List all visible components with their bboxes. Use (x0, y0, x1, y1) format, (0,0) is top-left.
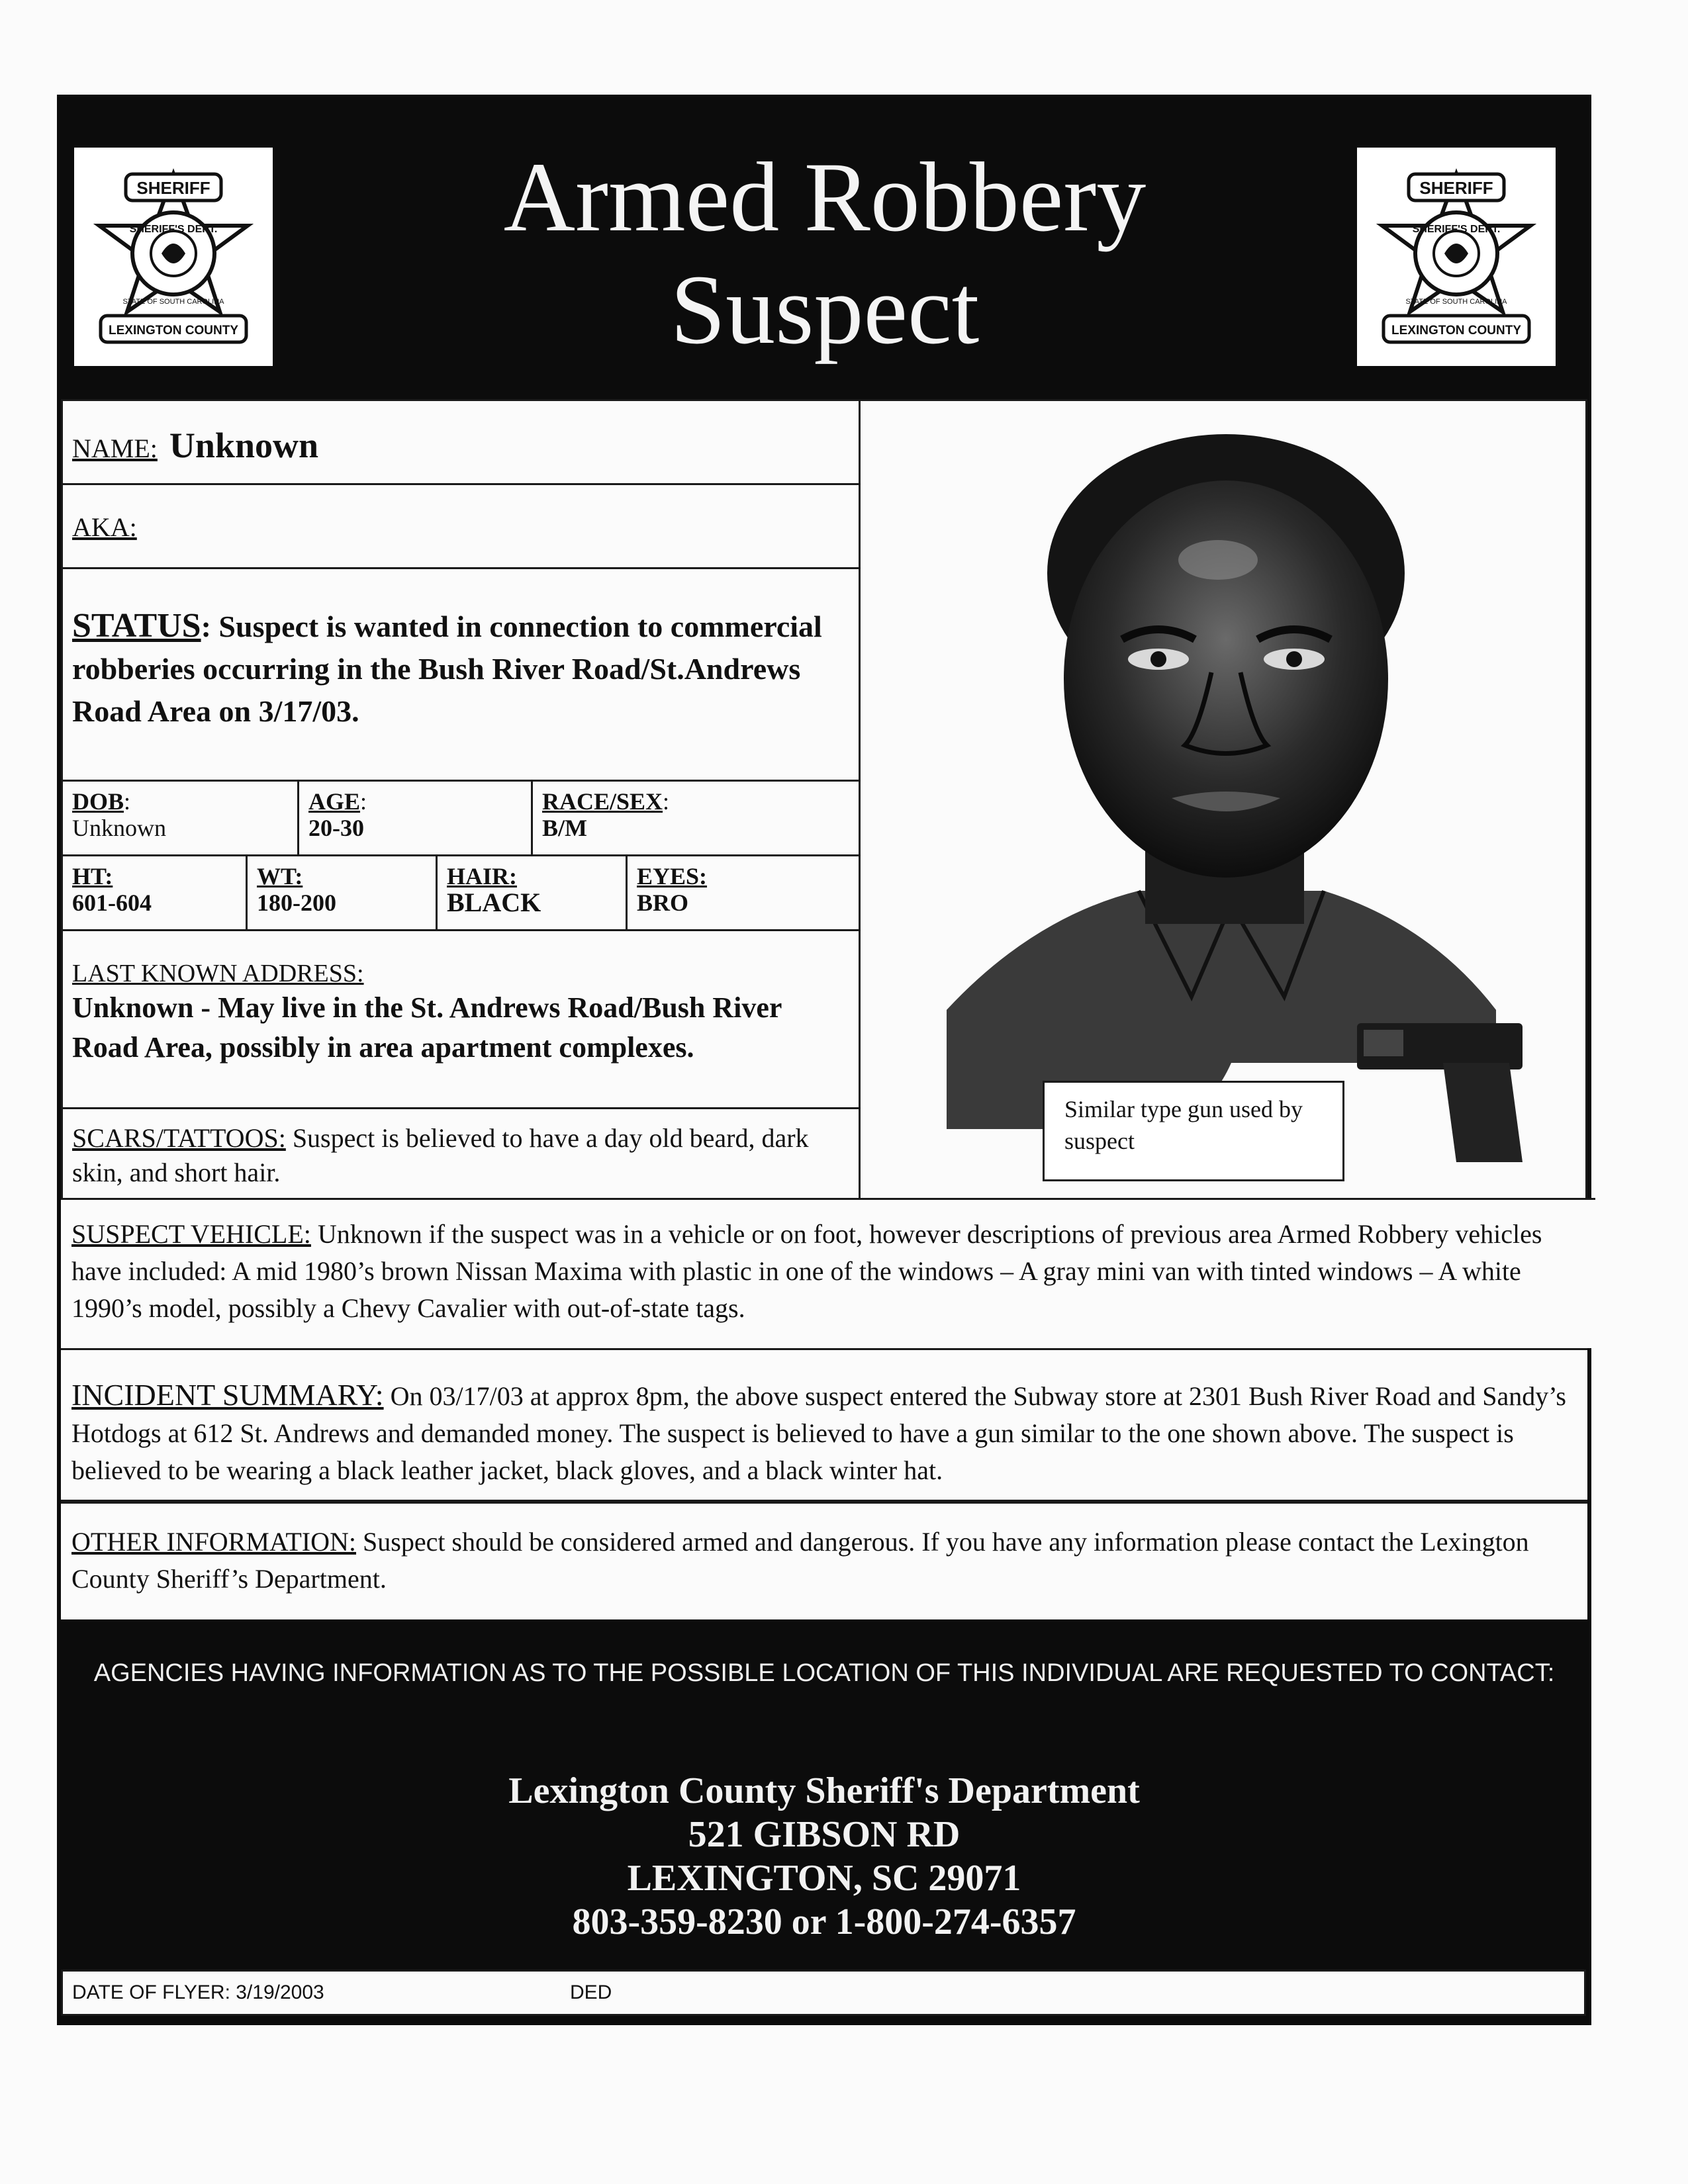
address-row (61, 929, 861, 1109)
incident-text: On 03/17/03 at approx 8pm, the above suspect entered the Subway store at 2301 Bush River Road and Sandy’s Hotdogs at 612 St. Andrews and demanded money. The suspect is believed to have a gun similar to the one shown above. The suspect is believed to be wearing a black leather jacket, black gloves, and a black winter hat. (71, 1381, 1566, 1485)
status-text: : Suspect is wanted in connection to commercial robberies occurring in the Bush River Road/St.Andrews Road Area on 3/17/03. (72, 610, 822, 728)
sheriff-star-icon (74, 148, 273, 366)
status-label: STATUS (72, 607, 201, 645)
dob-colon: : (124, 788, 131, 815)
dob-value: Unknown (72, 815, 166, 841)
contact-block (57, 1769, 1591, 1944)
info-panel (61, 399, 1587, 1323)
race-sex-cell (531, 780, 861, 856)
title-line-2: Suspect (670, 255, 980, 365)
aka-label: AKA: (72, 512, 137, 542)
eyes-cell (626, 854, 861, 931)
aka-row (61, 483, 861, 569)
weight-cell (246, 854, 438, 931)
badge-state-text: STATE OF SOUTH CAROLINA (122, 298, 224, 306)
gun-caption: Similar type gun used by suspect (1043, 1081, 1344, 1181)
scars-value: Suspect is believed to have a day old beard, dark skin, and short hair. (72, 1123, 809, 1187)
other-info-section (61, 1502, 1587, 1619)
badge-bottom-text: LEXINGTON COUNTY (1391, 324, 1521, 338)
age-colon: : (360, 788, 367, 815)
flyer-initials: DED (570, 1981, 612, 2003)
flyer-title (308, 141, 1341, 366)
name-row (61, 399, 861, 485)
hair-cell (436, 854, 628, 931)
height-cell (61, 854, 248, 931)
ht-value: 601-604 (72, 889, 152, 916)
dept-street: 521 GIBSON RD (688, 1814, 961, 1855)
name-value: Unknown (169, 426, 319, 465)
dept-name: Lexington County Sheriff's Department (508, 1770, 1140, 1811)
dob-label: DOB (72, 788, 124, 815)
eyes-label: EYES: (637, 863, 708, 889)
address-label: LAST KNOWN ADDRESS: (72, 960, 364, 987)
race-colon: : (663, 788, 670, 815)
badge-bottom-text: LEXINGTON COUNTY (109, 324, 238, 338)
other-label: OTHER INFORMATION: (71, 1527, 356, 1557)
vehicle-section (61, 1198, 1595, 1348)
flyer-date-strip (61, 1970, 1586, 2016)
race-label: RACE/SEX (542, 788, 663, 815)
wt-label: WT: (257, 863, 303, 889)
title-line-1: Armed Robbery (503, 142, 1147, 252)
flyer-frame (57, 95, 1591, 2025)
incident-label: INCIDENT SUMMARY: (71, 1378, 384, 1412)
address-value: Unknown - May live in the St. Andrews Road/Bush River Road Area, possibly in area apartment complexes. (72, 991, 782, 1064)
gun-image (1357, 1023, 1523, 1162)
agencies-notice: AGENCIES HAVING INFORMATION AS TO THE POSSIBLE LOCATION OF THIS INDIVIDUAL ARE REQUESTED TO CONTACT: (93, 1659, 1555, 1687)
header (57, 95, 1591, 399)
race-value: B/M (542, 815, 587, 841)
age-label: AGE (308, 788, 361, 815)
name-label: NAME: (72, 433, 158, 463)
sheriff-star-icon (1357, 148, 1556, 366)
contact-footer (57, 1637, 1591, 1981)
suspect-sketch-image (861, 401, 1585, 1198)
badge-ribbon-text: SHERIFF'S DEPT. (1412, 224, 1501, 235)
badge-ribbon-text: SHERIFF'S DEPT. (129, 224, 218, 235)
badge-state-text: STATE OF SOUTH CAROLINA (1405, 298, 1507, 306)
photo-area (859, 399, 1587, 1200)
age-value: 20-30 (308, 815, 364, 841)
other-text: Suspect should be considered armed and dangerous. If you have any information please contact the Lexington County Sheriff’s Department. (71, 1527, 1529, 1594)
wt-value: 180-200 (257, 889, 336, 916)
eyes-value: BRO (637, 889, 689, 916)
badge-top-text: SHERIFF (1419, 178, 1493, 198)
dept-phones: 803-359-8230 or 1-800-274-6357 (572, 1901, 1076, 1942)
dept-city: LEXINGTON, SC 29071 (627, 1858, 1021, 1899)
scars-label: SCARS/TATTOOS: (72, 1123, 286, 1153)
scars-row (61, 1107, 861, 1200)
age-cell (297, 780, 533, 856)
ht-label: HT: (72, 863, 113, 889)
flyer-date: DATE OF FLYER: 3/19/2003 (72, 1981, 324, 2003)
sheriff-badge-left (74, 148, 273, 366)
dob-cell (61, 780, 299, 856)
vehicle-label: SUSPECT VEHICLE: (71, 1219, 311, 1249)
incident-section (61, 1348, 1587, 1502)
vehicle-text: Unknown if the suspect was in a vehicle or on foot, however descriptions of previous area Armed Robbery vehicles have included: A mid 1980’s brown Nissan Maxima with plastic in one of the windows – A gray mini van with tinted windows – A white 1990’s model, possibly a Chevy Cavalier with out-of-state tags. (71, 1219, 1542, 1323)
sheriff-badge-right (1357, 148, 1556, 366)
status-row (61, 567, 861, 782)
badge-top-text: SHERIFF (136, 178, 211, 198)
hair-value: BLACK (447, 887, 541, 917)
hair-label: HAIR: (447, 863, 517, 889)
